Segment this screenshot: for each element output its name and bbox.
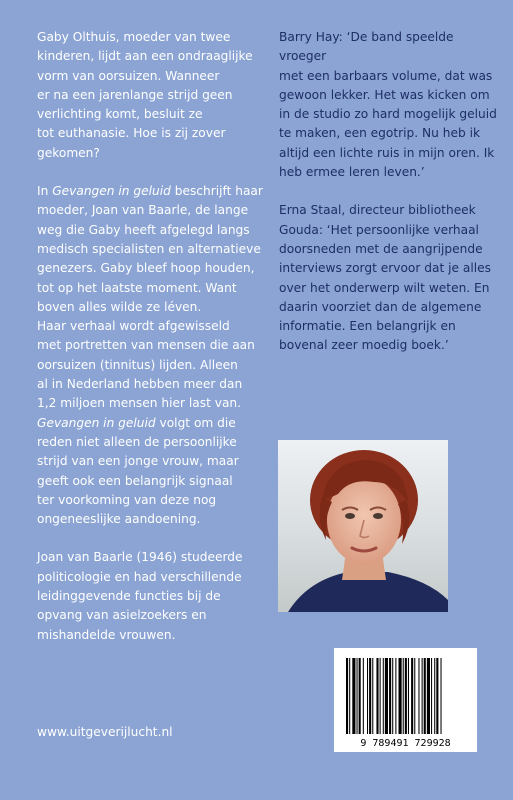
text-line: gewoon lekker. Het was kicken om xyxy=(279,87,490,102)
barcode-bar xyxy=(436,658,438,734)
text-line: opvang van asielzoekers en xyxy=(37,608,207,623)
barcode-bar xyxy=(434,658,435,734)
barcode-bar xyxy=(399,658,402,734)
text-line: weg die Gaby heeft afgelegd langs xyxy=(37,222,250,237)
back-cover-left-column xyxy=(37,28,269,645)
text-line: er na een jarenlange strijd geen xyxy=(37,87,233,102)
text-line: al in Nederland hebben meer dan xyxy=(37,377,243,392)
barcode-bar xyxy=(367,658,368,734)
text-line: oorsuizen (tinnitus) lijden. Alleen xyxy=(37,357,238,372)
text-line: Barry Hay: ‘De band speelde vroeger xyxy=(279,30,454,64)
barcode-bar xyxy=(414,658,415,734)
author-portrait-image xyxy=(278,440,448,612)
barcode-bar xyxy=(389,658,391,734)
barcode-bar xyxy=(363,658,364,734)
text-line: doorsneden met de aangrijpende xyxy=(279,241,483,256)
barcode-bar xyxy=(408,658,409,734)
text-line: reden niet alleen de persoonlijke xyxy=(37,434,237,449)
publisher-website[interactable]: www.uitgeverijlucht.nl xyxy=(37,725,173,739)
story-paragraph xyxy=(37,182,269,529)
text-line: gekomen? xyxy=(37,145,100,160)
quote-barry-hay xyxy=(279,28,501,182)
barcode-bar xyxy=(395,658,396,734)
text-line: ongeneeslijke aandoening. xyxy=(37,512,201,527)
barcode-bar xyxy=(369,658,371,734)
text-line: met een barbaars volume, dat was xyxy=(279,68,493,83)
quote-erna-staal xyxy=(279,201,501,355)
text-fragment: volgt om die xyxy=(155,415,236,430)
text-line: tot euthanasie. Hoe is zij zover xyxy=(37,126,226,141)
barcode-bar xyxy=(403,658,404,734)
text-line: Gouda: ‘Het persoonlijke verhaal xyxy=(279,222,479,237)
barcode-bar xyxy=(376,658,378,734)
text-line: strijd van een jonge vrouw, maar xyxy=(37,454,239,469)
barcode-bar xyxy=(392,658,393,734)
book-title: Gevangen in geluid xyxy=(37,415,156,430)
text-line: leidinggevende functies bij de xyxy=(37,589,221,604)
text-line xyxy=(37,414,269,433)
author-portrait xyxy=(278,440,448,612)
text-line: informatie. Een belangrijk en xyxy=(279,319,456,334)
barcode-bar xyxy=(380,658,381,734)
author-bio xyxy=(37,548,269,644)
text-line: Haar verhaal wordt afgewisseld xyxy=(37,319,230,334)
text-line: boven alles wilde ze léven. xyxy=(37,299,202,314)
text-line: mishandelde vrouwen. xyxy=(37,627,176,642)
text-line xyxy=(37,182,269,201)
barcode-bar xyxy=(346,658,348,734)
barcode-bar xyxy=(424,658,426,734)
text-line: Joan van Baarle (1946) studeerde xyxy=(37,550,243,565)
barcode-bar xyxy=(411,658,413,734)
text-line: tot op het laatste moment. Want xyxy=(37,280,237,295)
text-line: te maken, een egotrip. Nu heb ik xyxy=(279,126,481,141)
text-line: politicologie en had verschillende xyxy=(37,569,242,584)
text-line: met portretten van mensen die aan xyxy=(37,338,255,353)
text-line: over het onderwerp wilt weten. En xyxy=(279,280,490,295)
back-cover-right-column xyxy=(279,28,501,356)
text-line: Erna Staal, directeur bibliotheek xyxy=(279,203,476,218)
intro-paragraph xyxy=(37,28,269,163)
text-line: 1,2 miljoen mensen hier last van. xyxy=(37,396,242,411)
text-line: bovenal zeer moedig boek.’ xyxy=(279,338,449,353)
text-fragment: In xyxy=(37,184,53,199)
text-line: moeder, Joan van Baarle, de lange xyxy=(37,203,249,218)
text-line: medisch specialisten en alternatieve xyxy=(37,241,261,256)
text-line: verlichting komt, besluit ze xyxy=(37,107,203,122)
barcode-bar xyxy=(352,658,355,734)
barcode-bar xyxy=(372,658,373,734)
text-line: ter voorkoming van deze nog xyxy=(37,492,217,507)
barcode-bar xyxy=(359,658,361,734)
isbn-barcode xyxy=(334,648,477,752)
text-fragment: beschrijft haar xyxy=(170,184,263,199)
barcode-digits: 9 789491 729928 xyxy=(360,738,451,749)
barcode-bar xyxy=(385,658,388,734)
barcode-bar xyxy=(441,658,442,734)
text-line: vorm van oorsuizen. Wanneer xyxy=(37,68,220,83)
barcode-bar xyxy=(383,658,384,734)
text-line: heb ermee leren leven.’ xyxy=(279,165,425,180)
text-line: genezers. Gaby bleef hoop houden, xyxy=(37,261,255,276)
barcode-bar xyxy=(405,658,407,734)
barcode-bar xyxy=(418,658,419,734)
barcode-bar xyxy=(357,658,358,734)
text-line: in de studio zo hard mogelijk geluid xyxy=(279,107,497,122)
text-line: interviews zorgt ervoor dat je alles xyxy=(279,261,491,276)
book-title: Gevangen in geluid xyxy=(52,184,171,199)
barcode-bar xyxy=(431,658,432,734)
text-line: daarin voorziet dan de algemene xyxy=(279,299,482,314)
barcode-graphic xyxy=(334,648,477,752)
barcode-bar xyxy=(349,658,350,734)
text-line: kinderen, lijdt aan een ondraaglijke xyxy=(37,49,253,64)
barcode-bar xyxy=(422,658,423,734)
text-line: geeft ook een belangrijk signaal xyxy=(37,473,233,488)
barcode-bar xyxy=(427,658,430,734)
text-line: Gaby Olthuis, moeder van twee xyxy=(37,30,231,44)
text-line: altijd een lichte ruis in mijn oren. Ik xyxy=(279,145,495,160)
